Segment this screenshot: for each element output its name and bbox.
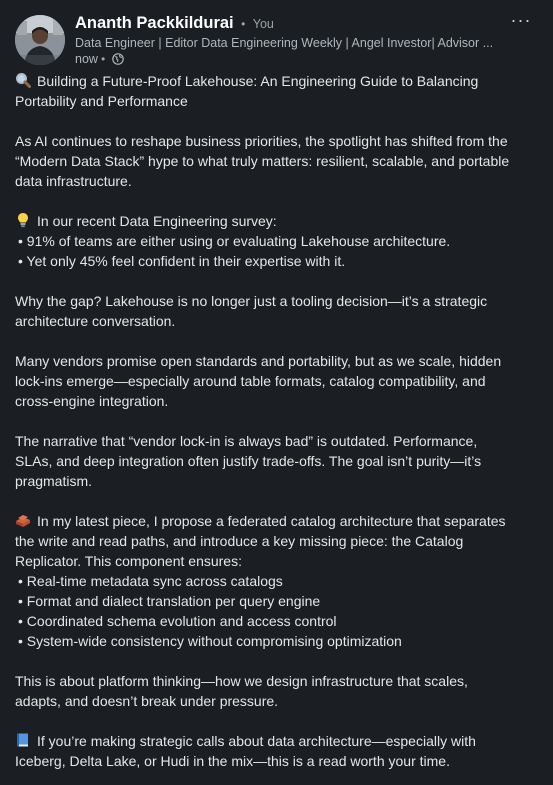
text-line: This is about platform thinking—how we design infrastructure that scales, [15,673,468,689]
post-title [15,71,543,111]
text-line: The narrative that “vendor lock-in is always bad” is outdated. Performance, [15,433,478,449]
post-title-line: Portability and Performance [15,93,188,109]
narrative-paragraph [15,431,543,491]
text-line: If you’re making strategic calls about data architecture—especially with [15,731,543,751]
more-options-button[interactable] [507,12,535,32]
author-meta [75,12,498,67]
text-line: SLAs, and deep integration often justify trade-offs. The goal isn’t purity—it’s [15,453,482,469]
you-badge: You [252,17,274,31]
list-item: • Format and dialect translation per query engine [18,593,321,609]
time-separator: • [100,52,106,66]
author-name-row [75,12,498,35]
author-headline: Data Engineer | Editor Data Engineering Weekly | Angel Investor| Advisor ... [75,36,494,50]
globe-icon [112,53,124,65]
blue-book-icon [15,732,31,748]
post-body [15,71,543,771]
piece-paragraph [15,511,543,651]
text-line: pragmatism. [15,473,93,489]
text-line: In my latest piece, I propose a federated catalog architecture that separates [15,511,543,531]
text-line: data infrastructure. [15,173,132,189]
text-line: Iceberg, Delta Lake, or Hudi in the mix—this is a read worth your time. [15,753,450,769]
survey-paragraph [15,211,543,271]
text-line: “Modern Data Stack” hype to what truly matters: resilient, scalable, and portable [15,153,510,169]
text-line: Many vendors promise open standards and portability, but as we scale, hidden [15,353,502,369]
post-time: now [75,52,98,66]
post-title-line: Building a Future-Proof Lakehouse: An Engineering Guide to Balancing [15,71,543,91]
bricks-icon [15,512,31,528]
vendors-paragraph [15,351,543,411]
text-line: cross-engine integration. [15,393,169,409]
list-item: • 91% of teams are either using or evaluating Lakehouse architecture. [18,233,451,249]
text-line: As AI continues to reshape business priorities, the spotlight has shifted from the [15,133,508,149]
post-time-row [75,51,498,67]
cta-paragraph [15,731,543,771]
post-header [15,12,538,68]
intro-paragraph [15,131,543,191]
text-line: Why the gap? Lakehouse is no longer just a tooling decision—it’s a strategic [15,293,488,309]
list-item: • Yet only 45% feel confident in their expertise with it. [18,253,346,269]
text-line: Replicator. This component ensures: [15,553,242,569]
text-line: adapts, and doesn’t break under pressure. [15,693,279,709]
profile-photo [15,15,65,65]
name-separator: • [241,17,246,31]
magnifying-glass-icon [15,72,31,88]
gap-paragraph [15,291,543,331]
more-horizontal-icon: ··· [510,10,532,30]
text-line: In our recent Data Engineering survey: [15,211,543,231]
light-bulb-icon [15,212,31,228]
author-avatar[interactable] [15,15,65,65]
list-item: • Real-time metadata sync across catalogs [18,573,283,589]
text-line: the write and read paths, and introduce a key missing piece: the Catalog [15,533,464,549]
author-name[interactable]: Ananth Packkildurai [75,14,234,32]
platform-paragraph [15,671,543,711]
list-item: • Coordinated schema evolution and access control [18,613,337,629]
text-line: lock-ins emerge—especially around table formats, catalog compatibility, and [15,373,486,389]
text-line: architecture conversation. [15,313,176,329]
list-item: • System-wide consistency without compromising optimization [18,633,402,649]
